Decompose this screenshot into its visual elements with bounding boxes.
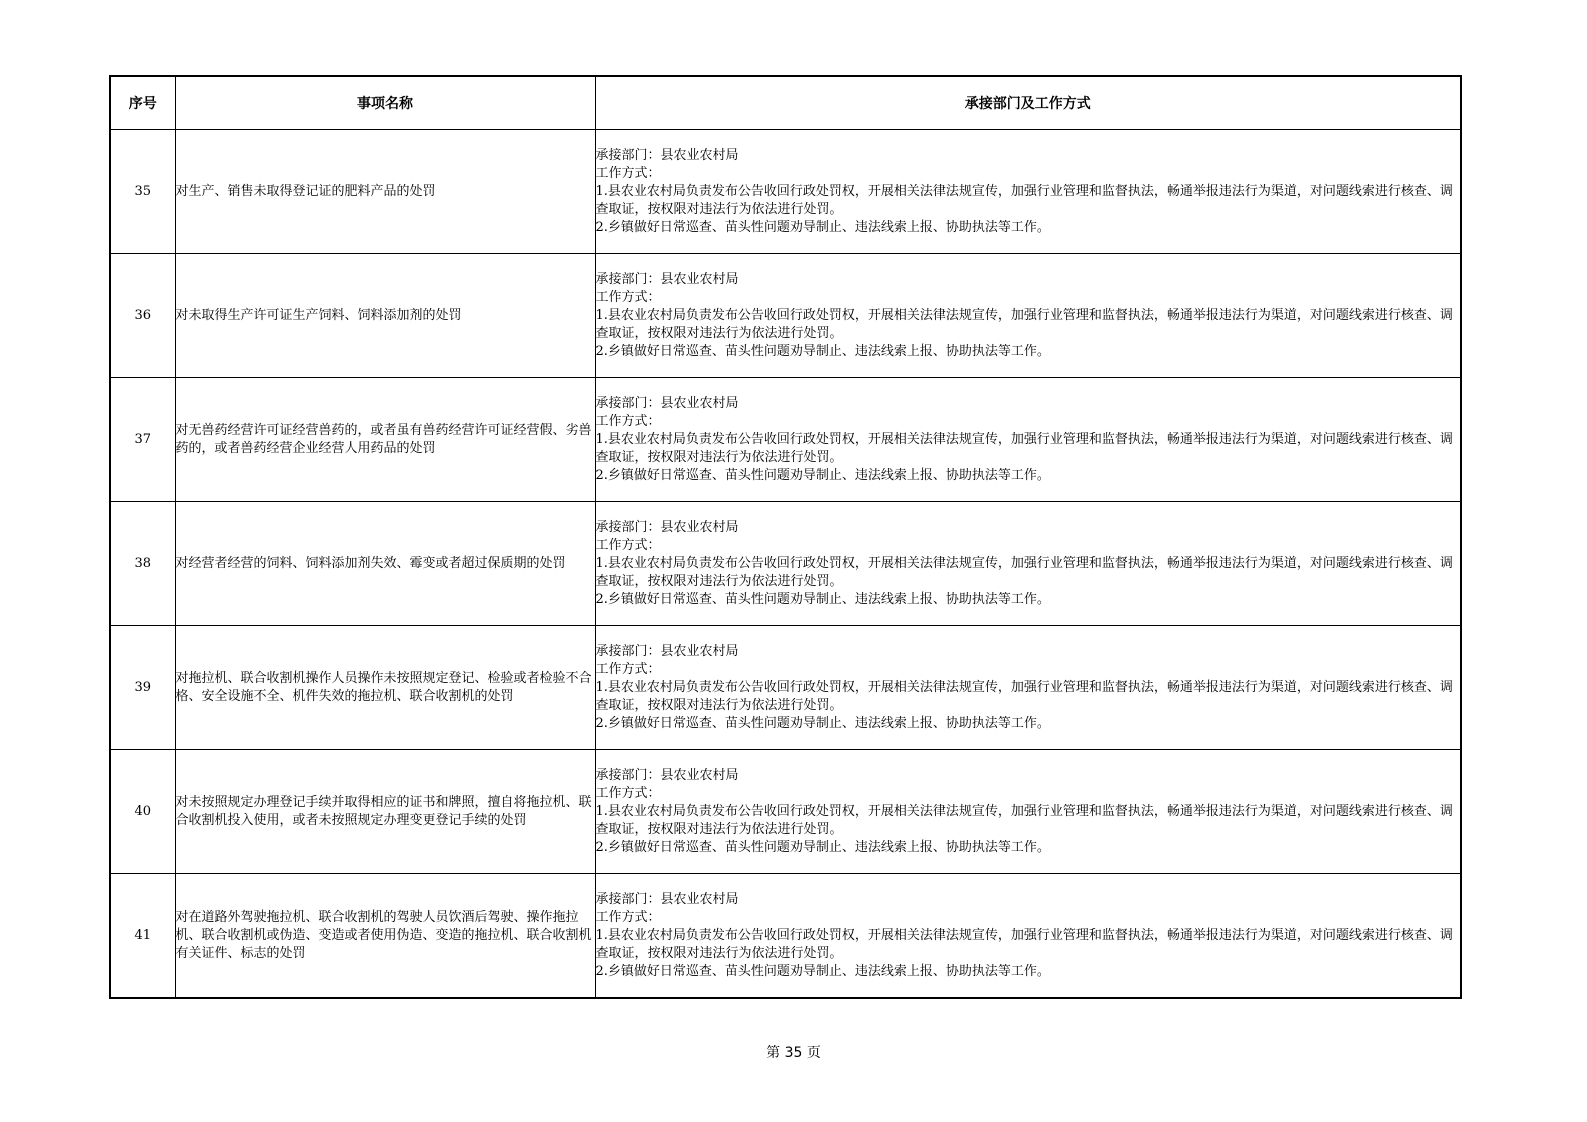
row-dept-method bbox=[595, 874, 1461, 999]
row-dept-method bbox=[595, 750, 1461, 874]
method-label: 工作方式： bbox=[595, 661, 661, 677]
method-label: 工作方式： bbox=[595, 537, 661, 553]
method-item-2: 2.乡镇做好日常巡查、苗头性问题劝导制止、违法线索上报、协助执法等工作。 bbox=[595, 467, 1050, 483]
method-item-2: 2.乡镇做好日常巡查、苗头性问题劝导制止、违法线索上报、协助执法等工作。 bbox=[595, 963, 1050, 979]
method-label: 工作方式： bbox=[595, 413, 661, 429]
method-item-2: 2.乡镇做好日常巡查、苗头性问题劝导制止、违法线索上报、协助执法等工作。 bbox=[595, 839, 1050, 855]
method-item-1: 1.县农业农村局负责发布公告收回行政处罚权，开展相关法律法规宣传，加强行业管理和监督执法，畅通举报违法行为渠道，对问题线索进行核查、调查取证，按权限对违法行为依法进行处罚。 bbox=[595, 183, 1453, 217]
header-serial: 序号 bbox=[110, 76, 175, 130]
dept-line: 承接部门：县农业农村局 bbox=[595, 891, 739, 907]
row-serial: 37 bbox=[110, 378, 175, 502]
method-item-1: 1.县农业农村局负责发布公告收回行政处罚权，开展相关法律法规宣传，加强行业管理和监督执法，畅通举报违法行为渠道，对问题线索进行核查、调查取证，按权限对违法行为依法进行处罚。 bbox=[595, 803, 1453, 837]
header-item-name: 事项名称 bbox=[175, 76, 595, 130]
dept-line: 承接部门：县农业农村局 bbox=[595, 395, 739, 411]
table-row bbox=[110, 502, 1461, 626]
table-row bbox=[110, 750, 1461, 874]
table-row bbox=[110, 626, 1461, 750]
table-row bbox=[110, 130, 1461, 254]
row-dept-method bbox=[595, 254, 1461, 378]
row-item-name: 对无兽药经营许可证经营兽药的，或者虽有兽药经营许可证经营假、劣兽药的，或者兽药经营企业经营人用药品的处罚 bbox=[175, 378, 595, 502]
method-label: 工作方式： bbox=[595, 165, 661, 181]
row-serial: 35 bbox=[110, 130, 175, 254]
row-item-name: 对拖拉机、联合收割机操作人员操作未按照规定登记、检验或者检验不合格、安全设施不全、机件失效的拖拉机、联合收割机的处罚 bbox=[175, 626, 595, 750]
row-item-name: 对未取得生产许可证生产饲料、饲料添加剂的处罚 bbox=[175, 254, 595, 378]
row-dept-method bbox=[595, 502, 1461, 626]
method-item-1: 1.县农业农村局负责发布公告收回行政处罚权，开展相关法律法规宣传，加强行业管理和监督执法，畅通举报违法行为渠道，对问题线索进行核查、调查取证，按权限对违法行为依法进行处罚。 bbox=[595, 431, 1453, 465]
header-row bbox=[110, 76, 1461, 130]
dept-line: 承接部门：县农业农村局 bbox=[595, 519, 739, 535]
method-item-2: 2.乡镇做好日常巡查、苗头性问题劝导制止、违法线索上报、协助执法等工作。 bbox=[595, 219, 1050, 235]
page-number: 第 35 页 bbox=[766, 1045, 821, 1061]
items-table bbox=[109, 75, 1462, 999]
row-dept-method bbox=[595, 378, 1461, 502]
table-row bbox=[110, 874, 1461, 999]
row-serial: 40 bbox=[110, 750, 175, 874]
row-serial: 36 bbox=[110, 254, 175, 378]
row-item-name: 对未按照规定办理登记手续并取得相应的证书和牌照，擅自将拖拉机、联合收割机投入使用，或者未按照规定办理变更登记手续的处罚 bbox=[175, 750, 595, 874]
method-label: 工作方式： bbox=[595, 909, 661, 925]
dept-line: 承接部门：县农业农村局 bbox=[595, 147, 739, 163]
row-serial: 41 bbox=[110, 874, 175, 999]
method-item-1: 1.县农业农村局负责发布公告收回行政处罚权，开展相关法律法规宣传，加强行业管理和监督执法，畅通举报违法行为渠道，对问题线索进行核查、调查取证，按权限对违法行为依法进行处罚。 bbox=[595, 307, 1453, 341]
method-item-1: 1.县农业农村局负责发布公告收回行政处罚权，开展相关法律法规宣传，加强行业管理和监督执法，畅通举报违法行为渠道，对问题线索进行核查、调查取证，按权限对违法行为依法进行处罚。 bbox=[595, 927, 1453, 961]
header-dept-method: 承接部门及工作方式 bbox=[595, 76, 1461, 130]
table-row bbox=[110, 254, 1461, 378]
table-row bbox=[110, 378, 1461, 502]
method-item-2: 2.乡镇做好日常巡查、苗头性问题劝导制止、违法线索上报、协助执法等工作。 bbox=[595, 343, 1050, 359]
row-item-name: 对经营者经营的饲料、饲料添加剂失效、霉变或者超过保质期的处罚 bbox=[175, 502, 595, 626]
method-label: 工作方式： bbox=[595, 289, 661, 305]
method-label: 工作方式： bbox=[595, 785, 661, 801]
dept-line: 承接部门：县农业农村局 bbox=[595, 767, 739, 783]
dept-line: 承接部门：县农业农村局 bbox=[595, 643, 739, 659]
row-item-name: 对生产、销售未取得登记证的肥料产品的处罚 bbox=[175, 130, 595, 254]
row-serial: 38 bbox=[110, 502, 175, 626]
method-item-2: 2.乡镇做好日常巡查、苗头性问题劝导制止、违法线索上报、协助执法等工作。 bbox=[595, 715, 1050, 731]
row-dept-method bbox=[595, 626, 1461, 750]
method-item-1: 1.县农业农村局负责发布公告收回行政处罚权，开展相关法律法规宣传，加强行业管理和监督执法，畅通举报违法行为渠道，对问题线索进行核查、调查取证，按权限对违法行为依法进行处罚。 bbox=[595, 679, 1453, 713]
method-item-1: 1.县农业农村局负责发布公告收回行政处罚权，开展相关法律法规宣传，加强行业管理和监督执法，畅通举报违法行为渠道，对问题线索进行核查、调查取证，按权限对违法行为依法进行处罚。 bbox=[595, 555, 1453, 589]
row-item-name: 对在道路外驾驶拖拉机、联合收割机的驾驶人员饮酒后驾驶、操作拖拉机、联合收割机或伪造、变造或者使用伪造、变造的拖拉机、联合收割机有关证件、标志的处罚 bbox=[175, 874, 595, 999]
dept-line: 承接部门：县农业农村局 bbox=[595, 271, 739, 287]
row-dept-method bbox=[595, 130, 1461, 254]
row-serial: 39 bbox=[110, 626, 175, 750]
method-item-2: 2.乡镇做好日常巡查、苗头性问题劝导制止、违法线索上报、协助执法等工作。 bbox=[595, 591, 1050, 607]
